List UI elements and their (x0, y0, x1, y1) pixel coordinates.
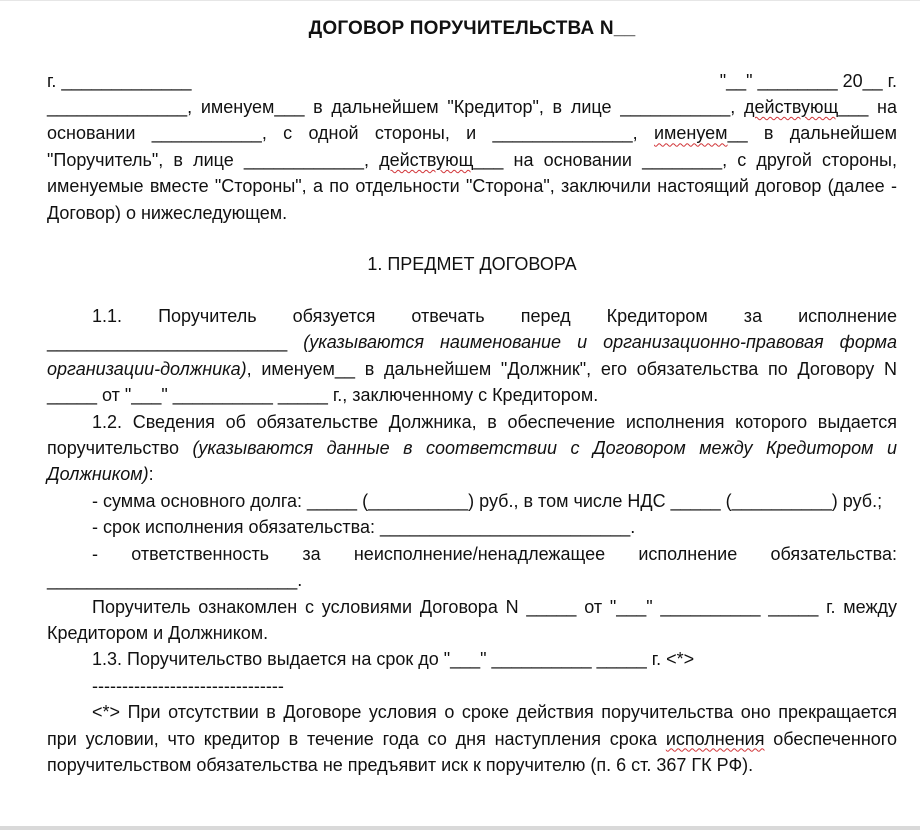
footnote-separator: -------------------------------- (92, 675, 284, 696)
list-item-liability: - ответственность за неисполнение/ненадлежащее исполнение обязательства: _________________________. (47, 543, 897, 591)
city-field: г. _____________ (47, 71, 192, 91)
header-place-date-line (47, 68, 897, 94)
spellcheck-word: действующ (744, 97, 839, 117)
intro-text-4: ___ на основании ________, с другой стороны, именуемые вместе "Стороны", а по отдельности "Сторона", заключили настоящий договор (далее - Договор) о нижеследующем. (47, 149, 897, 223)
page-bottom-edge (0, 826, 920, 830)
intro-text-2: ___ на основании ___________, с одной стороны, и ______________, (47, 97, 897, 144)
clause-1-1-instruction: (указываются наименование и организационно-правовая форма организации-должника) (47, 332, 897, 379)
footnote-paragraph (47, 699, 897, 778)
list-item-debt-sum: - сумма основного долга: _____ (__________) руб., в том числе НДС _____ (__________) руб.; (92, 490, 883, 511)
intro-text-3: __ в дальнейшем "Поручитель", в лице ____________, (47, 123, 897, 170)
clause-1-1-lead: 1.1. Поручитель обязуется отвечать перед Кредитором за исполнение ________________________ (47, 306, 897, 353)
clause-1-1 (47, 303, 897, 409)
intro-text-1: ______________, именуем___ в дальнейшем "Кредитор", в лице ___________, (47, 97, 745, 117)
document-content (47, 1, 897, 778)
document-title: ДОГОВОР ПОРУЧИТЕЛЬСТВА N__ (308, 18, 636, 39)
list-item-term: - срок исполнения обязательства: _________________________. (92, 517, 636, 538)
clause-1-1-tail: , именуем__ в дальнейшем "Должник", его обязательства по Договору N _____ от "___" __________ _____ г., заключенному с Кредитором. (47, 358, 897, 406)
clause-1-3: 1.3. Поручительство выдается на срок до "___" __________ _____ г. <*> (92, 649, 695, 670)
intro-paragraph (47, 94, 897, 226)
clause-1-2 (47, 409, 897, 488)
footnote-text-1: <*> При отсутствии в Договоре условия о сроке действия поручительства оно прекращается при условии, что кредитор в течение года со дня наступления срока (47, 702, 897, 749)
footnote-text-2: обеспеченного поручительством обязательства не предъявит иск к поручителю (п. 6 ст. 367 ГК РФ). (47, 728, 897, 775)
acquaintance-paragraph: Поручитель ознакомлен с условиями Договора N _____ от "___" __________ _____ г. между Кредитором и Должником. (47, 596, 897, 643)
section-heading: 1. ПРЕДМЕТ ДОГОВОРА (367, 254, 577, 275)
clause-1-2-tail: : (148, 464, 154, 485)
date-field: "__" ________ 20__ г. (719, 71, 897, 91)
spellcheck-word: исполнения (665, 728, 765, 749)
clause-1-2-lead: 1.2. Сведения об обязательстве Должника, в обеспечение исполнения которого выдается поручительство (47, 411, 897, 459)
clause-1-2-instruction: (указываются данные в соответствии с Договором между Кредитором и Должником) (47, 438, 897, 485)
spellcheck-word: действующ (379, 149, 474, 170)
spellcheck-word: именуем (653, 123, 728, 144)
